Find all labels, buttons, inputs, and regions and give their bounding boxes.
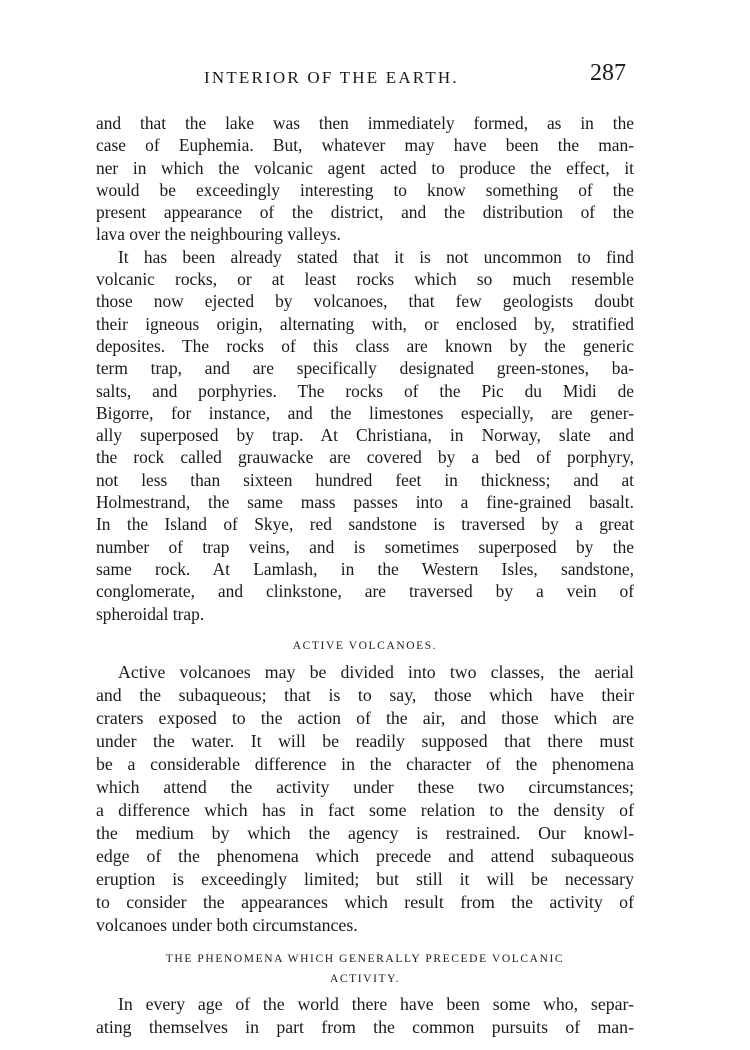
text-line: and that the lake was then immediately formed, as in the <box>96 113 634 133</box>
text-line: those now ejected by volcanoes, that few geologists doubt <box>96 291 634 312</box>
text-line: It has been already stated that it is not uncommon to find <box>118 246 634 267</box>
text-line: and the subaqueous; that is to say, those which have their <box>96 684 634 705</box>
text-line: term trap, and are specifically designated green-stones, ba- <box>96 358 634 379</box>
text-line: case of Euphemia. But, whatever may have been the man- <box>96 135 634 156</box>
text-line: deposites. The rocks of this class are known by the generic <box>96 335 634 356</box>
text-line: Holmestrand, the same mass passes into a fine-grained basalt. <box>96 492 634 513</box>
body-text <box>96 112 634 1039</box>
text-line: the rock called grauwacke are covered by a bed of porphyry, <box>96 447 634 468</box>
text-line: In the Island of Skye, red sandstone is traversed by a great <box>96 514 634 535</box>
text-line: In every age of the world there have been some who, separ- <box>118 993 634 1014</box>
text-line: Bigorre, for instance, and the limestones especially, are gener- <box>96 402 634 423</box>
text-line: lava over the neighbouring valleys. <box>96 224 341 245</box>
text-line: edge of the phenomena which precede and attend subaqueous <box>96 845 634 866</box>
text-line: volcanoes under both circumstances. <box>96 914 358 935</box>
text-line: be a considerable difference in the character of the phenomena <box>96 753 634 774</box>
running-title: INTERIOR OF THE EARTH. <box>204 68 459 87</box>
page-number: 287 <box>590 60 626 86</box>
paragraph-4 <box>96 993 634 1039</box>
text-line: number of trap veins, and is sometimes superposed by the <box>96 536 634 557</box>
text-line: craters exposed to the action of the air, and those which are <box>96 707 634 728</box>
text-line: a difference which has in fact some relation to the density of <box>96 799 634 820</box>
text-line: ner in which the volcanic agent acted to produce the effect, it <box>96 157 634 178</box>
text-line: which attend the activity under these two circumstances; <box>96 776 634 797</box>
text-line: same rock. At Lamlash, in the Western Isles, sandstone, <box>96 558 634 579</box>
text-line: the medium by which the agency is restrained. Our knowl- <box>96 822 634 843</box>
section-heading-phenomena-continued: ACTIVITY. <box>329 972 401 985</box>
text-line: eruption is exceedingly limited; but still it will be necessary <box>96 868 634 889</box>
text-line: would be exceedingly interesting to know something of the <box>96 179 634 200</box>
text-line: spheroidal trap. <box>96 603 205 624</box>
text-line: present appearance of the district, and the distribution of the <box>96 202 634 223</box>
paragraph-3 <box>96 661 634 937</box>
section-heading-active-volcanoes: ACTIVE VOLCANOES. <box>292 639 438 652</box>
section-heading-phenomena: THE PHENOMENA WHICH GENERALLY PRECEDE VOLCANIC <box>165 952 565 965</box>
text-line: under the water. It will be readily supposed that there must <box>96 730 634 751</box>
text-line: salts, and porphyries. The rocks of the Pic du Midi de <box>96 380 634 401</box>
text-line: volcanic rocks, or at least rocks which so much resemble <box>96 269 634 290</box>
text-line: conglomerate, and clinkstone, are traversed by a vein of <box>96 581 634 602</box>
running-head <box>96 56 634 96</box>
text-line: their igneous origin, alternating with, or enclosed by, stratified <box>96 313 634 334</box>
paragraph-1 <box>96 112 634 246</box>
paragraph-2 <box>96 246 634 625</box>
text-line: ating themselves in part from the common pursuits of man- <box>96 1016 634 1037</box>
text-line: ally superposed by trap. At Christiana, in Norway, slate and <box>96 425 634 446</box>
text-line: Active volcanoes may be divided into two classes, the aerial <box>118 661 634 682</box>
text-line: not less than sixteen hundred feet in thickness; and at <box>96 469 634 490</box>
text-line: to consider the appearances which result from the activity of <box>96 891 634 912</box>
